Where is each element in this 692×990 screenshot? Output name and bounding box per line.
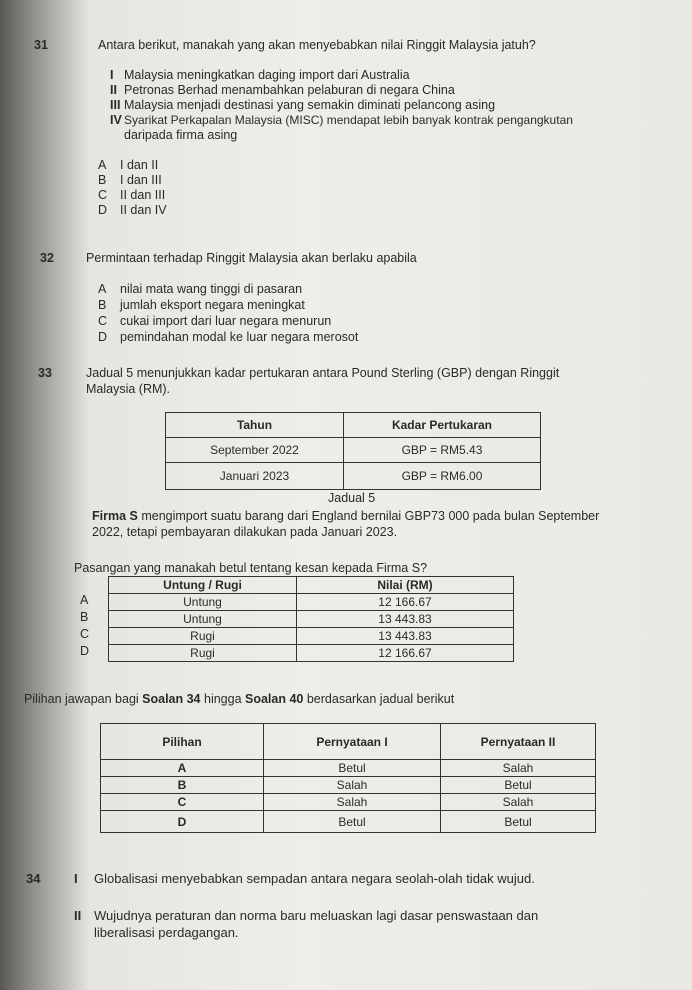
key-table-cell: B [101, 777, 264, 794]
q34-statement-2-line2: liberalisasi perdagangan. [94, 925, 239, 940]
question-31-stem: Antara berikut, manakah yang akan menyebabkan nilai Ringgit Malaysia jatuh? [98, 38, 536, 52]
key-table-cell: Salah [441, 794, 596, 811]
q31-option-letter-b: B [98, 173, 107, 187]
q31-option-letter-c: C [98, 188, 108, 202]
answer-table-cell: Rugi [109, 645, 297, 662]
answer-table-cell: 12 166.67 [297, 645, 514, 662]
table-caption: Jadual 5 [328, 491, 376, 505]
q32-option-c: cukai import dari luar negara menurun [120, 314, 332, 328]
instruction-bold-2: Soalan 40 [245, 692, 304, 706]
firma-paragraph-line1 [92, 509, 599, 524]
q34-statement-1: Globalisasi menyebabkan sempadan antara negara seolah-olah tidak wujud. [94, 871, 535, 886]
q31-option-a: I dan II [120, 158, 159, 172]
question-32-stem: Permintaan terhadap Ringgit Malaysia akan berlaku apabila [86, 251, 417, 265]
key-table-cell: Salah [264, 794, 441, 811]
key-table-header-statement-1: Pernyataan I [264, 724, 441, 760]
firma-name: Firma S [92, 509, 138, 523]
exchange-table-header-year: Tahun [166, 413, 344, 438]
q31-option-letter-a: A [98, 158, 107, 172]
answer-table-cell: Rugi [109, 628, 297, 645]
key-table-cell: Salah [264, 777, 441, 794]
key-table-cell: Betul [441, 777, 596, 794]
q31-option-b: I dan III [120, 173, 162, 187]
exchange-table-cell: GBP = RM6.00 [344, 463, 541, 490]
question-number-31: 31 [34, 38, 48, 52]
q34-roman-1: I [74, 871, 78, 886]
firma-paragraph-text: mengimport suatu barang dari England bernilai GBP73 000 pada bulan September [137, 509, 600, 523]
q32-option-letter-a: A [98, 282, 107, 296]
answer-table-cell: Untung [109, 594, 297, 611]
key-table-cell: Betul [264, 760, 441, 777]
instruction-mid: hingga [200, 692, 245, 706]
instruction-post: berdasarkan jadual berikut [303, 692, 455, 706]
q31-statement-1: Malaysia meningkatkan daging import dari Australia [124, 68, 410, 82]
q31-statement-3: Malaysia menjadi destinasi yang semakin diminati pelancong asing [124, 98, 496, 112]
q31-roman-1: I [110, 68, 114, 82]
exchange-rate-table [165, 412, 541, 490]
question-number-32: 32 [40, 251, 54, 265]
question-33-stem-line1: Jadual 5 menunjukkan kadar pertukaran antara Pound Sterling (GBP) dengan Ringgit [86, 366, 560, 380]
key-table-cell: Betul [441, 811, 596, 833]
key-table-header-option: Pilihan [101, 724, 264, 760]
key-table-cell: D [101, 811, 264, 833]
q31-option-letter-d: D [98, 203, 108, 217]
instruction-pre: Pilihan jawapan bagi [24, 692, 143, 706]
q32-option-letter-b: B [98, 298, 107, 312]
question-33-stem-line2: Malaysia (RM). [86, 382, 171, 396]
question-number-34: 34 [26, 871, 41, 886]
q32-option-letter-d: D [98, 330, 108, 344]
instruction-text [24, 692, 454, 707]
answer-table-cell: Untung [109, 611, 297, 628]
q33-option-letter-c: C [80, 627, 90, 641]
q33-option-letter-d: D [80, 644, 90, 658]
firma-paragraph-line2: 2022, tetapi pembayaran dilakukan pada Januari 2023. [92, 525, 398, 539]
answer-table-cell: 13 443.83 [297, 611, 514, 628]
q32-option-a: nilai mata wang tinggi di pasaran [120, 282, 303, 296]
q31-roman-3: III [110, 98, 121, 112]
answer-table-header-value: Nilai (RM) [297, 577, 514, 594]
q33-option-letter-b: B [80, 610, 89, 624]
q34-roman-2: II [74, 908, 82, 923]
question-33-prompt: Pasangan yang manakah betul tentang kesan kepada Firma S? [74, 561, 428, 575]
answer-options-table [108, 576, 514, 662]
q32-option-b: jumlah eksport negara meningkat [120, 298, 305, 312]
instruction-bold-1: Soalan 34 [142, 692, 201, 706]
exchange-table-cell: GBP = RM5.43 [344, 438, 541, 463]
q31-statement-4-cont: daripada firma asing [124, 128, 238, 142]
q32-option-d: pemindahan modal ke luar negara merosot [120, 330, 359, 344]
q32-option-letter-c: C [98, 314, 108, 328]
key-table-cell: A [101, 760, 264, 777]
key-table-cell: Salah [441, 760, 596, 777]
key-table-cell: Betul [264, 811, 441, 833]
q33-option-letter-a: A [80, 593, 89, 607]
question-number-33: 33 [38, 366, 52, 380]
answer-key-table [100, 723, 596, 833]
q31-roman-4: IV [110, 113, 122, 127]
exchange-table-cell: Januari 2023 [166, 463, 344, 490]
q31-option-c: II dan III [120, 188, 166, 202]
answer-table-header-profit-loss: Untung / Rugi [109, 577, 297, 594]
key-table-cell: C [101, 794, 264, 811]
key-table-header-statement-2: Pernyataan II [441, 724, 596, 760]
answer-table-cell: 12 166.67 [297, 594, 514, 611]
exchange-table-header-rate: Kadar Pertukaran [344, 413, 541, 438]
q34-statement-2-line1: Wujudnya peraturan dan norma baru meluaskan lagi dasar penswastaan dan [94, 908, 539, 923]
q31-statement-4: Syarikat Perkapalan Malaysia (MISC) mendapat lebih banyak kontrak pengangkutan [124, 113, 573, 127]
q31-roman-2: II [110, 83, 117, 97]
exchange-table-cell: September 2022 [166, 438, 344, 463]
answer-table-cell: 13 443.83 [297, 628, 514, 645]
q31-statement-2: Petronas Berhad menambahkan pelaburan di negara China [124, 83, 455, 97]
q31-option-d: II dan IV [120, 203, 167, 217]
